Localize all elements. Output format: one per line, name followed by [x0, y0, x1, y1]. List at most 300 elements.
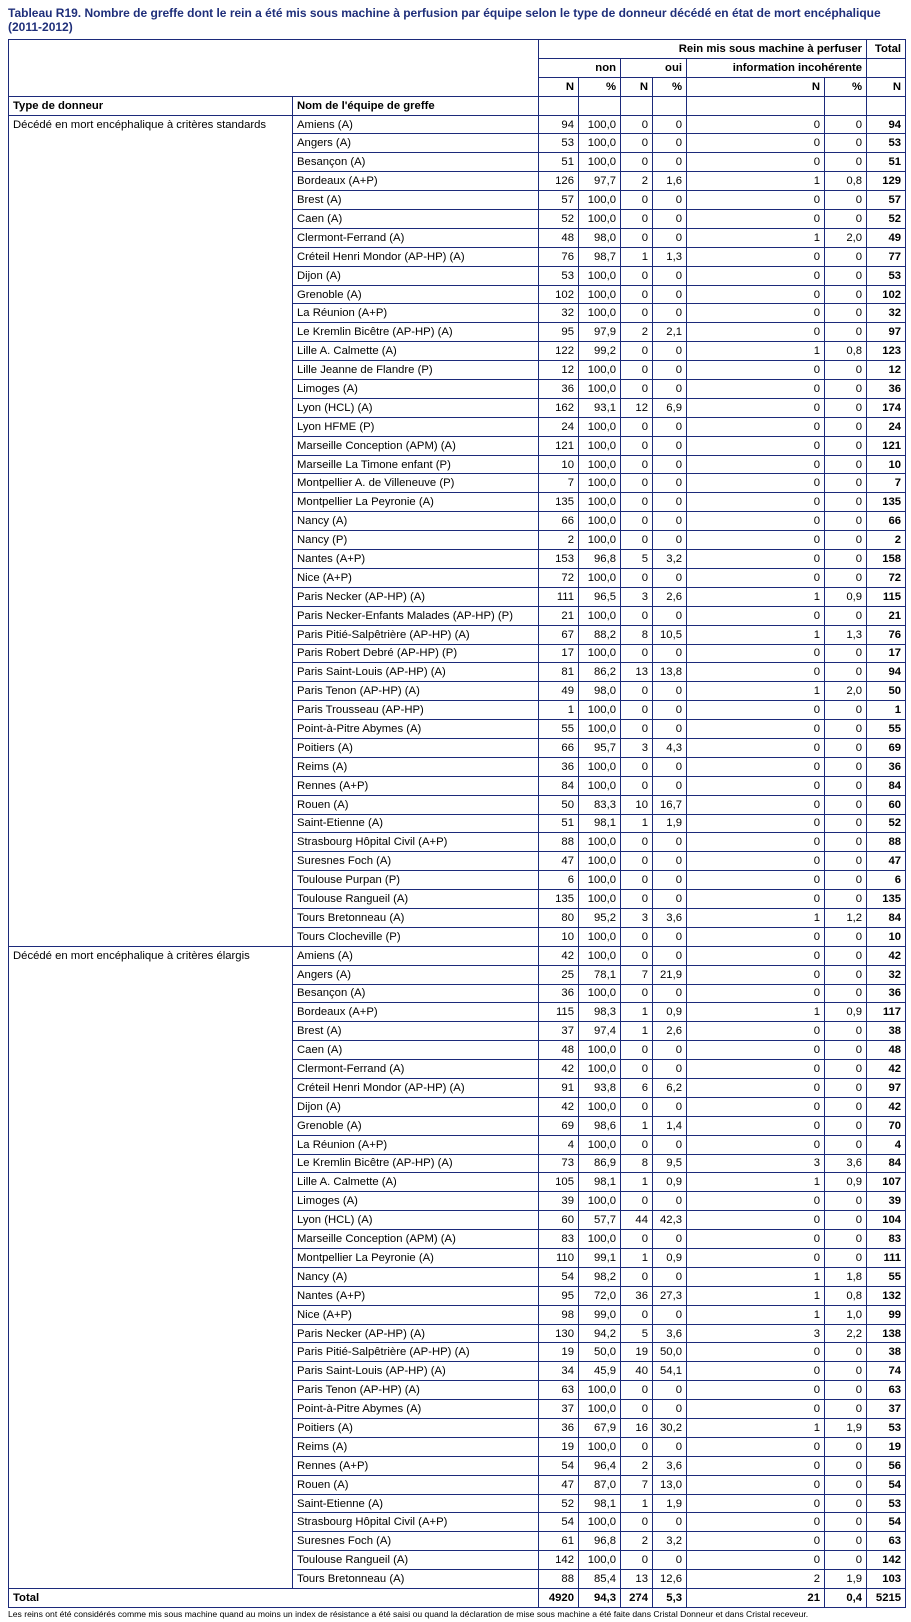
team-name-cell: Paris Pitié-Salpêtrière (AP-HP) (A) [293, 1343, 539, 1362]
non-pct-cell: 98,3 [579, 1003, 621, 1022]
oui-pct-cell: 1,4 [653, 1116, 687, 1135]
non-pct-cell: 98,1 [579, 1173, 621, 1192]
non-n-cell: 121 [539, 436, 579, 455]
non-pct-cell: 100,0 [579, 115, 621, 134]
non-n-cell: 52 [539, 210, 579, 229]
team-name-cell: Besançon (A) [293, 153, 539, 172]
oui-n-cell: 13 [621, 663, 653, 682]
oui-n-cell: 0 [621, 720, 653, 739]
non-n-cell: 115 [539, 1003, 579, 1022]
oui-n-cell: 0 [621, 606, 653, 625]
oui-pct-cell: 3,2 [653, 1532, 687, 1551]
incoherent-n-cell: 0 [687, 946, 825, 965]
incoherent-pct-cell: 0 [825, 361, 867, 380]
oui-pct-cell: 0 [653, 927, 687, 946]
total-n-cell: 36 [867, 380, 906, 399]
non-n-cell: 42 [539, 1097, 579, 1116]
oui-n-cell: 0 [621, 984, 653, 1003]
incoherent-pct-cell: 0 [825, 795, 867, 814]
oui-n-cell: 1 [621, 1022, 653, 1041]
team-name-cell: Lyon HFME (P) [293, 417, 539, 436]
incoherent-pct-cell: 0 [825, 436, 867, 455]
oui-n-cell: 0 [621, 1192, 653, 1211]
team-name-cell: Besançon (A) [293, 984, 539, 1003]
incoherent-pct-cell: 0 [825, 1097, 867, 1116]
oui-n-cell: 2 [621, 323, 653, 342]
oui-n-cell: 0 [621, 1267, 653, 1286]
team-name-cell: Lyon (HCL) (A) [293, 1211, 539, 1230]
total-n-cell: 36 [867, 984, 906, 1003]
incoherent-pct-cell: 0 [825, 1362, 867, 1381]
non-pct-cell: 100,0 [579, 1230, 621, 1249]
oui-pct-cell: 0 [653, 304, 687, 323]
team-name-cell: Suresnes Foch (A) [293, 1532, 539, 1551]
oui-n-cell: 0 [621, 531, 653, 550]
total-n-cell: 53 [867, 1419, 906, 1438]
incoherent-n-cell: 0 [687, 1230, 825, 1249]
non-pct-cell: 97,9 [579, 323, 621, 342]
oui-n-cell: 2 [621, 1456, 653, 1475]
non-pct-cell: 100,0 [579, 568, 621, 587]
team-name-cell: Lille Jeanne de Flandre (P) [293, 361, 539, 380]
incoherent-n-cell: 0 [687, 1400, 825, 1419]
non-pct-cell: 100,0 [579, 474, 621, 493]
oui-pct-cell: 1,3 [653, 247, 687, 266]
non-n-cell: 162 [539, 398, 579, 417]
incoherent-n-cell: 0 [687, 1456, 825, 1475]
team-name-cell: La Réunion (A+P) [293, 1135, 539, 1154]
incoherent-pct-cell: 0 [825, 455, 867, 474]
total-n-cell: 88 [867, 833, 906, 852]
team-name-cell: Nice (A+P) [293, 568, 539, 587]
header-team-col: Nom de l'équipe de greffe [293, 96, 539, 115]
total-n-cell: 97 [867, 323, 906, 342]
incoherent-n-cell: 0 [687, 455, 825, 474]
total-n-cell: 84 [867, 1154, 906, 1173]
total-n-cell: 17 [867, 644, 906, 663]
oui-n-cell: 12 [621, 398, 653, 417]
oui-pct-cell: 0 [653, 1305, 687, 1324]
incoherent-n-cell: 1 [687, 682, 825, 701]
non-n-cell: 94 [539, 115, 579, 134]
total-n-cell: 38 [867, 1343, 906, 1362]
non-pct-cell: 100,0 [579, 1135, 621, 1154]
oui-pct-cell: 0 [653, 210, 687, 229]
incoherent-pct-cell: 0 [825, 380, 867, 399]
header-non-pct: % [579, 77, 621, 96]
incoherent-n-cell: 0 [687, 984, 825, 1003]
non-n-cell: 37 [539, 1400, 579, 1419]
non-n-cell: 95 [539, 323, 579, 342]
non-pct-cell: 100,0 [579, 1041, 621, 1060]
team-name-cell: La Réunion (A+P) [293, 304, 539, 323]
incoherent-n-cell: 0 [687, 417, 825, 436]
incoherent-pct-cell: 0 [825, 1343, 867, 1362]
non-pct-cell: 100,0 [579, 512, 621, 531]
incoherent-n-cell: 0 [687, 1211, 825, 1230]
team-name-cell: Limoges (A) [293, 380, 539, 399]
total-row [9, 1589, 906, 1608]
incoherent-n-cell: 0 [687, 852, 825, 871]
non-pct-cell: 100,0 [579, 493, 621, 512]
incoherent-pct-cell: 0 [825, 833, 867, 852]
non-n-cell: 48 [539, 1041, 579, 1060]
non-pct-cell: 95,7 [579, 738, 621, 757]
non-pct-cell: 100,0 [579, 266, 621, 285]
header-row-1 [9, 40, 906, 59]
non-pct-cell: 100,0 [579, 531, 621, 550]
total-n-cell: 54 [867, 1513, 906, 1532]
oui-n-cell: 0 [621, 361, 653, 380]
non-n-cell: 52 [539, 1494, 579, 1513]
total-n-cell: 48 [867, 1041, 906, 1060]
incoherent-n-cell: 1 [687, 228, 825, 247]
non-pct-cell: 96,5 [579, 587, 621, 606]
non-n-cell: 10 [539, 455, 579, 474]
incoherent-n-cell: 1 [687, 1286, 825, 1305]
non-pct-cell: 100,0 [579, 720, 621, 739]
total-n-cell: 174 [867, 398, 906, 417]
non-n-cell: 84 [539, 776, 579, 795]
incoherent-pct-cell: 0 [825, 285, 867, 304]
incoherent-pct-cell: 0 [825, 1400, 867, 1419]
non-n-cell: 25 [539, 965, 579, 984]
total-n-cell: 21 [867, 606, 906, 625]
oui-n-cell: 16 [621, 1419, 653, 1438]
incoherent-n-cell: 0 [687, 1494, 825, 1513]
team-name-cell: Caen (A) [293, 1041, 539, 1060]
team-name-cell: Le Kremlin Bicêtre (AP-HP) (A) [293, 1154, 539, 1173]
incoherent-pct-cell: 0 [825, 210, 867, 229]
total-n-cell: 158 [867, 550, 906, 569]
incoherent-n-cell: 0 [687, 795, 825, 814]
team-name-cell: Brest (A) [293, 1022, 539, 1041]
oui-n-cell: 0 [621, 1437, 653, 1456]
oui-pct-cell: 0 [653, 871, 687, 890]
oui-pct-cell: 0 [653, 153, 687, 172]
incoherent-n-cell: 3 [687, 1154, 825, 1173]
incoherent-pct-cell: 0 [825, 1041, 867, 1060]
incoherent-n-cell: 0 [687, 1097, 825, 1116]
incoherent-pct-cell: 0 [825, 1192, 867, 1211]
incoherent-pct-cell: 0 [825, 512, 867, 531]
total-n-cell: 42 [867, 946, 906, 965]
total-n-cell: 32 [867, 965, 906, 984]
oui-n-cell: 0 [621, 1135, 653, 1154]
oui-n-cell: 0 [621, 210, 653, 229]
oui-pct-cell: 0 [653, 776, 687, 795]
non-n-cell: 54 [539, 1267, 579, 1286]
non-pct-cell: 94,2 [579, 1324, 621, 1343]
incoherent-pct-cell: 0 [825, 1381, 867, 1400]
non-n-cell: 24 [539, 417, 579, 436]
total-n-cell: 63 [867, 1381, 906, 1400]
incoherent-n-cell: 0 [687, 1437, 825, 1456]
team-name-cell: Marseille La Timone enfant (P) [293, 455, 539, 474]
non-pct-cell: 98,7 [579, 247, 621, 266]
incoherent-n-cell: 1 [687, 1419, 825, 1438]
non-n-cell: 36 [539, 757, 579, 776]
oui-n-cell: 8 [621, 625, 653, 644]
total-n-cell: 57 [867, 191, 906, 210]
incoherent-n-cell: 0 [687, 1551, 825, 1570]
team-name-cell: Reims (A) [293, 1437, 539, 1456]
incoherent-n-cell: 0 [687, 871, 825, 890]
incoherent-n-cell: 0 [687, 1060, 825, 1079]
incoherent-n-cell: 0 [687, 1192, 825, 1211]
oui-pct-cell: 30,2 [653, 1419, 687, 1438]
oui-pct-cell: 0 [653, 115, 687, 134]
incoherent-pct-cell: 0 [825, 738, 867, 757]
total-n-cell: 37 [867, 1400, 906, 1419]
incoherent-n-cell: 0 [687, 890, 825, 909]
total-n-cell: 6 [867, 871, 906, 890]
oui-pct-cell: 0 [653, 1437, 687, 1456]
oui-pct-cell: 0 [653, 606, 687, 625]
total-n-cell: 72 [867, 568, 906, 587]
total-n-cell: 115 [867, 587, 906, 606]
team-name-cell: Poitiers (A) [293, 1419, 539, 1438]
oui-pct-cell: 0 [653, 701, 687, 720]
incoherent-pct-cell: 0 [825, 247, 867, 266]
total-n-cell: 60 [867, 795, 906, 814]
non-pct-cell: 57,7 [579, 1211, 621, 1230]
oui-pct-cell: 50,0 [653, 1343, 687, 1362]
non-pct-cell: 99,1 [579, 1249, 621, 1268]
header-non-n: N [539, 77, 579, 96]
non-n-cell: 69 [539, 1116, 579, 1135]
incoherent-pct-cell: 0 [825, 153, 867, 172]
non-pct-cell: 86,9 [579, 1154, 621, 1173]
non-n-cell: 105 [539, 1173, 579, 1192]
non-pct-cell: 98,2 [579, 1267, 621, 1286]
non-n-cell: 142 [539, 1551, 579, 1570]
incoherent-pct-cell: 0 [825, 398, 867, 417]
non-n-cell: 19 [539, 1437, 579, 1456]
incoherent-pct-cell: 0 [825, 1532, 867, 1551]
oui-pct-cell: 42,3 [653, 1211, 687, 1230]
oui-pct-cell: 0 [653, 833, 687, 852]
total-n-cell: 39 [867, 1192, 906, 1211]
total-n-cell: 1 [867, 701, 906, 720]
oui-pct-cell: 0,9 [653, 1003, 687, 1022]
team-name-cell: Toulouse Rangueil (A) [293, 1551, 539, 1570]
total-n-cell: 10 [867, 927, 906, 946]
oui-n-cell: 0 [621, 191, 653, 210]
header-type-col: Type de donneur [9, 96, 293, 115]
incoherent-n-cell: 0 [687, 380, 825, 399]
incoherent-n-cell: 0 [687, 776, 825, 795]
incoherent-pct-cell: 0,8 [825, 342, 867, 361]
non-n-cell: 21 [539, 606, 579, 625]
oui-n-cell: 7 [621, 1475, 653, 1494]
incoherent-pct-cell: 2,0 [825, 228, 867, 247]
non-n-cell: 53 [539, 266, 579, 285]
oui-pct-cell: 1,6 [653, 172, 687, 191]
total-value-cell: 5215 [867, 1589, 906, 1608]
oui-n-cell: 0 [621, 1513, 653, 1532]
oui-n-cell: 0 [621, 115, 653, 134]
team-name-cell: Saint-Etienne (A) [293, 1494, 539, 1513]
non-pct-cell: 67,9 [579, 1419, 621, 1438]
non-n-cell: 60 [539, 1211, 579, 1230]
oui-n-cell: 0 [621, 833, 653, 852]
oui-n-cell: 40 [621, 1362, 653, 1381]
table-title: Tableau R19. Nombre de greffe dont le rein a été mis sous machine à perfusion par équipe selon le type de donneur décédé en état de mort encéphalique (2011-2012) [8, 6, 881, 34]
incoherent-pct-cell: 0 [825, 890, 867, 909]
total-n-cell: 38 [867, 1022, 906, 1041]
oui-n-cell: 0 [621, 1230, 653, 1249]
incoherent-n-cell: 1 [687, 625, 825, 644]
oui-n-cell: 13 [621, 1570, 653, 1589]
oui-n-cell: 0 [621, 380, 653, 399]
total-n-cell: 10 [867, 455, 906, 474]
oui-pct-cell: 0 [653, 531, 687, 550]
team-name-cell: Créteil Henri Mondor (AP-HP) (A) [293, 247, 539, 266]
incoherent-n-cell: 0 [687, 115, 825, 134]
team-name-cell: Créteil Henri Mondor (AP-HP) (A) [293, 1078, 539, 1097]
oui-pct-cell: 0 [653, 493, 687, 512]
oui-n-cell: 44 [621, 1211, 653, 1230]
non-n-cell: 135 [539, 890, 579, 909]
oui-n-cell: 19 [621, 1343, 653, 1362]
oui-n-cell: 0 [621, 228, 653, 247]
oui-pct-cell: 4,3 [653, 738, 687, 757]
team-name-cell: Nantes (A+P) [293, 1286, 539, 1305]
incoherent-pct-cell: 0 [825, 1551, 867, 1570]
total-value-cell: 21 [687, 1589, 825, 1608]
incoherent-n-cell: 0 [687, 1041, 825, 1060]
non-pct-cell: 98,1 [579, 814, 621, 833]
non-n-cell: 36 [539, 984, 579, 1003]
team-name-cell: Rouen (A) [293, 1475, 539, 1494]
incoherent-pct-cell: 0 [825, 304, 867, 323]
oui-pct-cell: 54,1 [653, 1362, 687, 1381]
incoherent-pct-cell: 0 [825, 965, 867, 984]
oui-n-cell: 0 [621, 701, 653, 720]
incoherent-pct-cell: 0 [825, 1494, 867, 1513]
non-n-cell: 63 [539, 1381, 579, 1400]
team-name-cell: Le Kremlin Bicêtre (AP-HP) (A) [293, 323, 539, 342]
incoherent-pct-cell: 1,9 [825, 1419, 867, 1438]
non-pct-cell: 100,0 [579, 1381, 621, 1400]
total-n-cell: 7 [867, 474, 906, 493]
incoherent-n-cell: 0 [687, 720, 825, 739]
oui-n-cell: 1 [621, 1249, 653, 1268]
total-n-cell: 84 [867, 776, 906, 795]
total-n-cell: 47 [867, 852, 906, 871]
total-n-cell: 55 [867, 720, 906, 739]
non-n-cell: 47 [539, 1475, 579, 1494]
incoherent-n-cell: 1 [687, 1305, 825, 1324]
total-n-cell: 12 [867, 361, 906, 380]
oui-pct-cell: 0 [653, 1400, 687, 1419]
non-n-cell: 66 [539, 512, 579, 531]
total-n-cell: 74 [867, 1362, 906, 1381]
team-name-cell: Lyon (HCL) (A) [293, 398, 539, 417]
non-pct-cell: 100,0 [579, 191, 621, 210]
oui-pct-cell: 27,3 [653, 1286, 687, 1305]
non-pct-cell: 100,0 [579, 984, 621, 1003]
oui-pct-cell: 13,0 [653, 1475, 687, 1494]
total-n-cell: 42 [867, 1060, 906, 1079]
incoherent-pct-cell: 0 [825, 115, 867, 134]
total-n-cell: 42 [867, 1097, 906, 1116]
oui-n-cell: 0 [621, 493, 653, 512]
non-pct-cell: 86,2 [579, 663, 621, 682]
team-name-cell: Suresnes Foch (A) [293, 852, 539, 871]
total-label: Total [9, 1589, 539, 1608]
oui-n-cell: 8 [621, 1154, 653, 1173]
incoherent-pct-cell: 0 [825, 550, 867, 569]
team-name-cell: Paris Necker (AP-HP) (A) [293, 587, 539, 606]
oui-pct-cell: 0 [653, 1060, 687, 1079]
oui-n-cell: 5 [621, 550, 653, 569]
team-name-cell: Montpellier La Peyronie (A) [293, 493, 539, 512]
incoherent-n-cell: 0 [687, 701, 825, 720]
oui-n-cell: 3 [621, 908, 653, 927]
team-name-cell: Grenoble (A) [293, 285, 539, 304]
non-n-cell: 83 [539, 1230, 579, 1249]
oui-pct-cell: 0 [653, 1041, 687, 1060]
oui-pct-cell: 0 [653, 1551, 687, 1570]
incoherent-pct-cell: 0 [825, 134, 867, 153]
non-pct-cell: 100,0 [579, 1513, 621, 1532]
incoherent-pct-cell: 0 [825, 1230, 867, 1249]
oui-n-cell: 10 [621, 795, 653, 814]
incoherent-n-cell: 0 [687, 191, 825, 210]
team-name-cell: Nantes (A+P) [293, 550, 539, 569]
non-pct-cell: 100,0 [579, 644, 621, 663]
non-n-cell: 32 [539, 304, 579, 323]
oui-n-cell: 0 [621, 1305, 653, 1324]
non-pct-cell: 100,0 [579, 285, 621, 304]
incoherent-n-cell: 2 [687, 1570, 825, 1589]
team-name-cell: Nancy (A) [293, 1267, 539, 1286]
non-n-cell: 130 [539, 1324, 579, 1343]
non-pct-cell: 100,0 [579, 1097, 621, 1116]
oui-pct-cell: 21,9 [653, 965, 687, 984]
team-name-cell: Nice (A+P) [293, 1305, 539, 1324]
incoherent-n-cell: 0 [687, 493, 825, 512]
oui-pct-cell: 0 [653, 984, 687, 1003]
total-n-cell: 135 [867, 493, 906, 512]
non-n-cell: 98 [539, 1305, 579, 1324]
non-pct-cell: 96,8 [579, 550, 621, 569]
non-n-cell: 110 [539, 1249, 579, 1268]
total-n-cell: 66 [867, 512, 906, 531]
non-n-cell: 122 [539, 342, 579, 361]
team-name-cell: Paris Necker-Enfants Malades (AP-HP) (P) [293, 606, 539, 625]
oui-pct-cell: 0 [653, 455, 687, 474]
oui-pct-cell: 12,6 [653, 1570, 687, 1589]
incoherent-n-cell: 0 [687, 1532, 825, 1551]
team-name-cell: Bordeaux (A+P) [293, 172, 539, 191]
oui-n-cell: 0 [621, 1060, 653, 1079]
incoherent-n-cell: 0 [687, 663, 825, 682]
incoherent-pct-cell: 0 [825, 1078, 867, 1097]
oui-pct-cell: 0 [653, 568, 687, 587]
team-name-cell: Angers (A) [293, 134, 539, 153]
non-pct-cell: 100,0 [579, 417, 621, 436]
total-n-cell: 4 [867, 1135, 906, 1154]
total-n-cell: 49 [867, 228, 906, 247]
non-n-cell: 80 [539, 908, 579, 927]
team-name-cell: Amiens (A) [293, 946, 539, 965]
header-total-blank [867, 58, 906, 77]
team-name-cell: Paris Tenon (AP-HP) (A) [293, 1381, 539, 1400]
oui-pct-cell: 0 [653, 890, 687, 909]
